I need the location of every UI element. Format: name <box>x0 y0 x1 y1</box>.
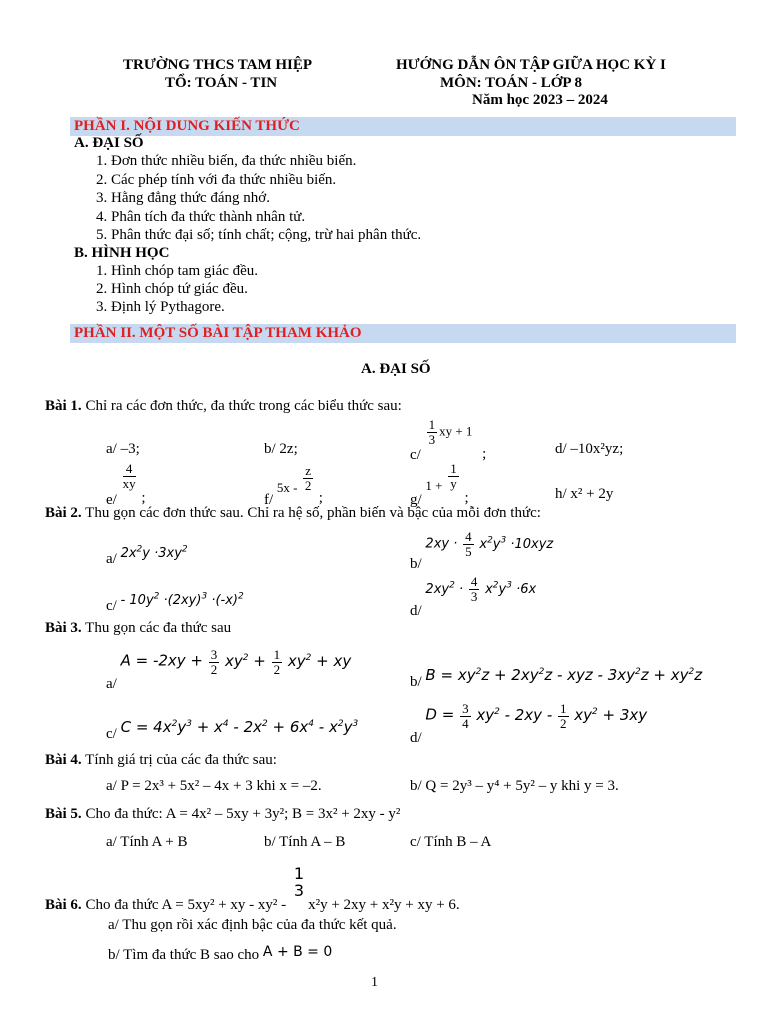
algebra-item: 3. Hằng đẳng thức đáng nhớ. <box>96 190 270 206</box>
algebra-item: 2. Các phép tính với đa thức nhiều biến. <box>96 172 337 188</box>
geometry-item: 3. Định lý Pythagore. <box>96 299 225 315</box>
bai1-e: e/ $\frac{4}{xy}$ ; <box>106 461 146 508</box>
algebra-heading: A. ĐẠI SỐ <box>74 135 144 151</box>
algebra-item: 4. Phân tích đa thức thành nhân tử. <box>96 209 306 225</box>
bai1-statement: Bài 1. Chỉ ra các đơn thức, đa thức trong các biểu thức sau: <box>45 398 402 414</box>
subject-line: MÔN: TOÁN - LỚP 8 <box>440 75 582 91</box>
school-year: Năm học 2023 – 2024 <box>472 92 608 108</box>
bai1-c: c/ $\frac{1}{3}$ xy + 1 ; <box>410 417 487 463</box>
school-name: TRƯỜNG THCS TAM HIỆP <box>123 57 313 73</box>
bai1-b: b/ 2z; <box>264 441 298 457</box>
bai3-c: c/ $C = 4x^2y^3 + x^4 - 2x^2 + 6x^4 - x^2y^3$ <box>106 718 359 742</box>
bai5-c: c/ Tính B – A <box>410 834 492 850</box>
bai5-a: a/ Tính A + B <box>106 834 188 850</box>
bai4-b: b/ Q = 2y³ – y⁴ + 5y² – y khi y = 3. <box>410 778 619 794</box>
part1-heading: PHẦN I. NỘI DUNG KIẾN THỨC <box>74 118 300 134</box>
bai4-statement: Bài 4. Tính giá trị của các đa thức sau: <box>45 752 277 768</box>
bai5-statement: Bài 5. Cho đa thức: A = 4x² – 5xy + 3y²; B = 3x² + 2xy - y² <box>45 806 401 822</box>
bai1-h: h/ x² + 2y <box>555 486 614 502</box>
bai3-b: b/ $B = xy^2z + 2xy^2z$ - xyz - $3xy^2z + xy^2z$ <box>410 666 703 690</box>
bai2-statement: Bài 2. Thu gọn các đơn thức sau. Chỉ ra hệ số, phần biến và bậc của mỗi đơn thức: <box>45 505 541 521</box>
page-number: 1 <box>371 975 378 990</box>
geometry-item: 1. Hình chóp tam giác đều. <box>96 263 259 279</box>
algebra-item: 1. Đơn thức nhiều biến, đa thức nhiều biến. <box>96 153 357 169</box>
algebra-item: 5. Phân thức đại số; tính chất; cộng, trừ hai phân thức. <box>96 227 422 243</box>
bai2-c: $c/ - 10y^2 \cdot(2xy)^3 \cdot(-x)^2$ <box>106 591 244 614</box>
department-name: TỔ: TOÁN - TIN <box>165 75 278 91</box>
bai3-a: a/ A = -2xy + $\frac{3}{2}$ $xy^2$ + $\frac{1}{2}$ $xy^2$ + xy <box>106 647 352 692</box>
bai5-b: b/ Tính A – B <box>264 834 346 850</box>
bai1-a: a/ –3; <box>106 441 140 457</box>
bai2-a: a/ $2x^2y \cdot 3xy^2$ <box>106 544 188 567</box>
bai3-d: d/ D = $\frac{3}{4}$ $xy^2 - 2xy$ - $\frac{1}{2}$ $xy^2 + 3xy$ <box>410 701 648 746</box>
geometry-heading: B. HÌNH HỌC <box>74 245 170 261</box>
geometry-item: 2. Hình chóp tứ giác đều. <box>96 281 248 297</box>
part2-heading-band <box>70 324 736 343</box>
bai3-statement: Bài 3. Thu gọn các đa thức sau <box>45 620 232 636</box>
part2-heading: PHẦN II. MỘT SỐ BÀI TẬP THAM KHẢO <box>74 325 362 341</box>
part1-heading-band <box>70 117 736 136</box>
section-a-heading: A. ĐẠI SỐ <box>361 361 431 377</box>
bai1-f: f/ 5x - $\frac{z}{2}$ ; <box>264 463 323 508</box>
document-title: HƯỚNG DẪN ÔN TẬP GIỮA HỌC KỲ I <box>396 57 666 73</box>
bai6-a: a/ Thu gọn rồi xác định bậc của đa thức kết quả. <box>108 917 397 933</box>
bai4-a: a/ P = 2x³ + 5x² – 4x + 3 khi x = –2. <box>106 778 322 794</box>
bai6-b: b/ Tìm đa thức B sao cho A + B = 0 <box>108 944 333 963</box>
bai1-d: d/ –10x²yz; <box>555 441 624 457</box>
bai6-statement: Bài 6. Cho đa thức A = 5xy² + xy - xy² - 1 3 x²y + 2xy + x²y + xy + 6. <box>45 864 460 914</box>
bai2-b: b/ 2xy · $\frac{4}{5}$ $x^2y^3 \cdot 10xyz$ <box>410 529 554 572</box>
bai1-g: g/ 1 + $\frac{1}{y}$ ; <box>410 461 469 508</box>
bai2-d: d/ $2xy^2$ · $\frac{4}{3}$ $x^2y^3 \cdot 6x$ <box>410 574 537 619</box>
